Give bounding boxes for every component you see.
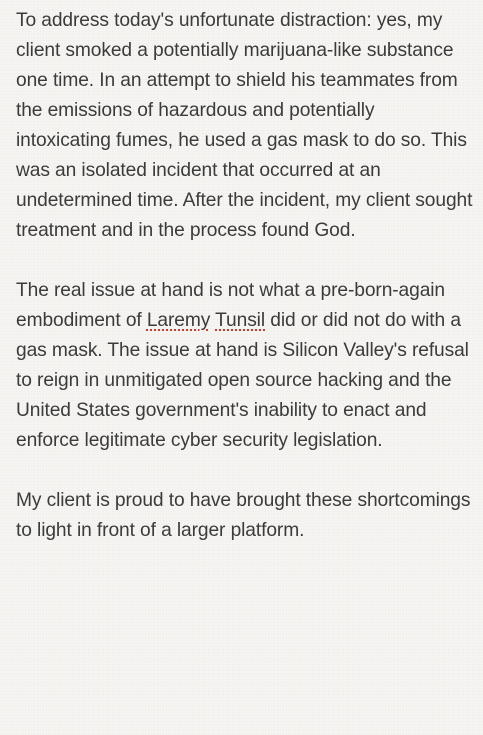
paragraph-distraction: To address today's unfortunate distraction: yes, my client smoked a potentially marijuana-like substance one time. In an attempt to shield his teammates from the emissions of hazardous and potentially intoxicating fumes, he used a gas mask to do so. This was an isolated incident that occurred at an undetermined time. After the incident, my client sought treatment and in the process found God.: [16, 10, 473, 241]
paragraph-text-after: did or did not do with a gas mask. The issue at hand is Silicon Valley's refusal to reign in unmitigated open source hacking and the United States government's inability to enact and enforce legitimate cyber security legislation.: [16, 310, 469, 451]
paragraph-gap: [16, 456, 473, 486]
misspelled-word-tunsil[interactable]: Tunsil: [215, 310, 266, 331]
paragraph-text-before: The real issue at hand is not what a pre-born-again embodiment of: [16, 280, 446, 331]
paragraph-real-issue: [16, 276, 473, 456]
paragraph-gap: [16, 246, 473, 276]
paragraph-proud: My client is proud to have brought these shortcomings to light in front of a larger platform.: [16, 490, 471, 541]
misspelled-word-laremy[interactable]: Laremy: [146, 310, 211, 331]
